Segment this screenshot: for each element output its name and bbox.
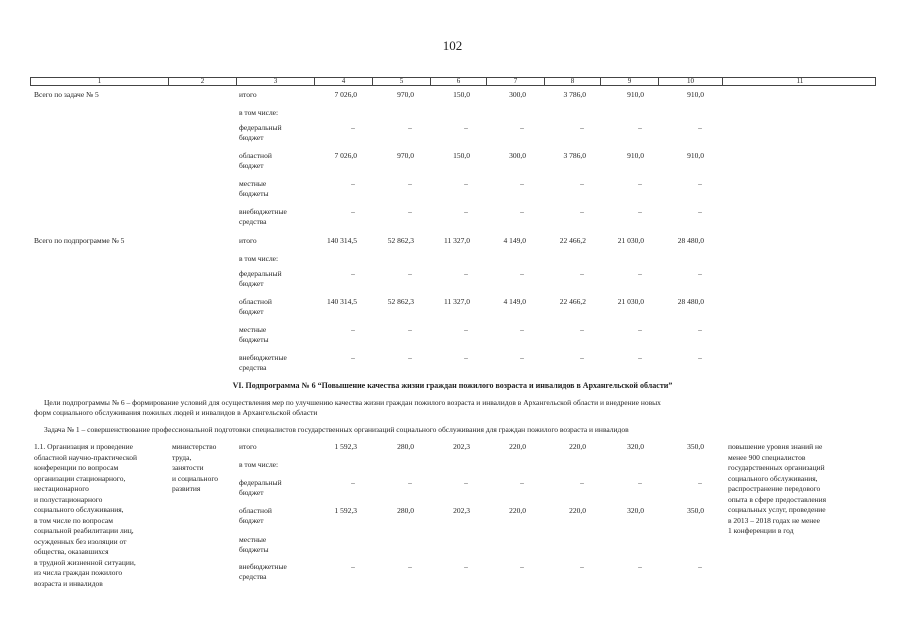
activity-value-3-3: 220,0 [509, 506, 526, 515]
task5-type-4: бюджеты [239, 189, 269, 198]
activity-type-5: средства [239, 572, 267, 581]
subprogram5-value-5-6: – [698, 353, 702, 362]
subprogram5-value-0-3: 4 149,0 [503, 236, 526, 245]
header-col-3: 3 [237, 77, 315, 86]
activity-type-3: бюджет [239, 516, 264, 525]
subprogram5-value-4-1: – [408, 325, 412, 334]
subprogram5-type-2: бюджет [239, 279, 264, 288]
subprogram5-value-0-5: 21 030,0 [617, 236, 644, 245]
task5-type-3: бюджет [239, 161, 264, 170]
task5-value-0-3: 300,0 [509, 90, 526, 99]
block-label-subprogram5: Всего по подпрограмме № 5 [34, 236, 125, 245]
task5-type-2: федеральный [239, 123, 282, 132]
activity-name-line: организации стационарного, [34, 473, 126, 483]
task5-value-2-4: – [580, 123, 584, 132]
activity-value-5-4: – [580, 562, 584, 571]
header-col-10: 10 [659, 77, 723, 86]
task5-type-0: итого [239, 90, 257, 99]
task5-value-5-3: – [520, 207, 524, 216]
activity-value-5-1: – [408, 562, 412, 571]
page-number: 102 [442, 38, 463, 53]
activity-executor-line: развития [172, 484, 201, 493]
task5-value-0-1: 970,0 [397, 90, 414, 99]
task5-value-3-5: 910,0 [627, 151, 644, 160]
subprogram5-value-0-2: 11 327,0 [444, 236, 470, 245]
activity-value-2-5: – [638, 478, 642, 487]
activity-value-5-6: – [698, 562, 702, 571]
subprogram5-value-0-6: 28 480,0 [677, 236, 704, 245]
task5-type-2: бюджет [239, 133, 264, 142]
task5-value-3-1: 970,0 [397, 151, 414, 160]
subprogram5-value-5-0: – [351, 353, 355, 362]
task5-value-2-0: – [351, 123, 355, 132]
subprogram5-value-3-3: 4 149,0 [503, 297, 526, 306]
subprogram5-type-1: в том числе: [239, 254, 279, 263]
task5-value-0-0: 7 026,0 [334, 90, 357, 99]
section-heading: VI. Подпрограмма № 6 “Повышение качества жизни граждан пожилого возраста и инвалидов в Архангельской области” [232, 381, 673, 390]
activity-value-3-6: 350,0 [687, 506, 704, 515]
subprogram5-value-2-6: – [698, 269, 702, 278]
subprogram5-value-3-4: 22 466,2 [559, 297, 586, 306]
activity-value-5-0: – [351, 562, 355, 571]
subprogram5-value-0-1: 52 862,3 [387, 236, 414, 245]
task5-value-0-2: 150,0 [453, 90, 470, 99]
activity-result-line: 1 конференции в год [728, 526, 794, 535]
goal-text-line1: Цели подпрограммы № 6 – формирование условий для осуществления мер по улучшению качества жизни граждан пожилого возраста и инвалидов в Архангельской области и внедрение новых [44, 398, 661, 407]
subprogram5-value-4-5: – [638, 325, 642, 334]
task5-value-2-3: – [520, 123, 524, 132]
subprogram5-value-3-2: 11 327,0 [444, 297, 470, 306]
subprogram5-value-5-3: – [520, 353, 524, 362]
activity-name-line: социальной реабилитации лиц, [34, 526, 134, 535]
activity-value-0-4: 220,0 [569, 442, 586, 451]
activity-value-0-5: 320,0 [627, 442, 644, 451]
activity-value-3-4: 220,0 [569, 506, 586, 515]
subprogram5-value-4-4: – [580, 325, 584, 334]
activity-value-5-5: – [638, 562, 642, 571]
activity-name-line: конференции по вопросам [34, 463, 119, 472]
subprogram5-type-5: средства [239, 363, 267, 372]
task5-type-5: средства [239, 217, 267, 226]
header-col-7: 7 [487, 77, 545, 86]
activity-name-line: в том числе по вопросам [34, 515, 113, 525]
activity-type-1: в том числе: [239, 460, 279, 469]
activity-executor-line: и социального [172, 473, 218, 483]
activity-name-line: возраста и инвалидов [34, 578, 103, 588]
subprogram5-type-4: местные [239, 325, 267, 334]
subprogram5-value-5-2: – [464, 353, 468, 362]
activity-value-3-2: 202,3 [453, 506, 470, 515]
subprogram5-value-0-4: 22 466,2 [559, 236, 586, 245]
subprogram5-value-4-0: – [351, 325, 355, 334]
activity-name-line: осужденных без изоляции от [34, 536, 127, 546]
subprogram5-type-0: итого [239, 236, 257, 245]
subprogram5-value-5-4: – [580, 353, 584, 362]
task5-type-4: местные [239, 179, 267, 188]
activity-value-0-1: 280,0 [397, 442, 414, 451]
subprogram5-value-4-2: – [464, 325, 468, 334]
column-number-header [30, 77, 876, 86]
task5-value-3-3: 300,0 [509, 151, 526, 160]
activity-type-4: бюджеты [239, 545, 269, 554]
activity-result-line: опыта в сфере предоставления [728, 494, 827, 504]
activity-value-3-1: 280,0 [397, 506, 414, 515]
subprogram5-value-3-5: 21 030,0 [617, 297, 644, 306]
activity-result-line: в 2013 – 2018 годах не менее [728, 515, 820, 525]
header-col-5: 5 [373, 77, 431, 86]
header-col-11: 11 [796, 77, 804, 85]
activity-value-2-0: – [351, 478, 355, 487]
task-text: Задача № 1 – совершенствование профессиональной подготовки специалистов государственных организаций социального обслуживания для граждан пожилого возраста и инвалидов [44, 425, 629, 434]
subprogram5-value-5-5: – [638, 353, 642, 362]
activity-executor-line: министерство [172, 442, 217, 451]
activity-result-line: социального обслуживания, [728, 473, 818, 483]
activity-result-line: повышение уровня знаний не [728, 442, 823, 451]
activity-value-2-4: – [580, 478, 584, 487]
task5-value-4-6: – [698, 179, 702, 188]
subprogram5-value-0-0: 140 314,5 [327, 236, 357, 245]
header-col-9: 9 [601, 77, 659, 86]
activity-executor-line: занятости [172, 463, 204, 472]
activity-name-line: нестационарного [34, 484, 89, 493]
header-col-8: 8 [545, 77, 601, 86]
activity-value-0-3: 220,0 [509, 442, 526, 451]
activity-value-0-2: 202,3 [453, 442, 470, 451]
task5-value-3-2: 150,0 [453, 151, 470, 160]
header-col-4: 4 [315, 77, 373, 86]
task5-value-0-5: 910,0 [627, 90, 644, 99]
task5-value-4-1: – [408, 179, 412, 188]
subprogram5-value-3-6: 28 480,0 [677, 297, 704, 306]
task5-value-5-2: – [464, 207, 468, 216]
task5-value-5-0: – [351, 207, 355, 216]
activity-name-line: областной научно-практической [34, 452, 138, 462]
subprogram5-value-2-1: – [408, 269, 412, 278]
subprogram5-type-3: областной [239, 297, 272, 306]
task5-value-0-6: 910,0 [687, 90, 704, 99]
task5-type-5: внебюджетные [239, 207, 287, 216]
subprogram5-value-2-3: – [520, 269, 524, 278]
task5-value-4-5: – [638, 179, 642, 188]
activity-result-line: распространение передового [728, 484, 821, 493]
activity-name-line: 1.1. Организация и проведение [34, 442, 133, 451]
task5-value-2-2: – [464, 123, 468, 132]
activity-name-line: социального обслуживания, [34, 505, 124, 514]
task5-value-2-6: – [698, 123, 702, 132]
subprogram5-value-2-4: – [580, 269, 584, 278]
activity-name-line: и полустационарного [34, 494, 103, 504]
subprogram5-type-2: федеральный [239, 269, 282, 278]
activity-value-3-0: 1 592,3 [334, 506, 357, 515]
task5-type-3: областной [239, 151, 272, 160]
activity-value-2-6: – [698, 478, 702, 487]
subprogram5-value-4-3: – [520, 325, 524, 334]
activity-name-line: из числа граждан пожилого [34, 568, 123, 577]
header-col-6: 6 [431, 77, 487, 86]
activity-value-2-1: – [408, 478, 412, 487]
activity-type-2: бюджет [239, 488, 264, 497]
activity-type-4: местные [239, 535, 267, 544]
task5-value-5-6: – [698, 207, 702, 216]
header-col-2: 2 [169, 77, 237, 86]
block-label-task5: Всего по задаче № 5 [34, 90, 99, 99]
activity-result-line: менее 900 специалистов [728, 452, 806, 462]
activity-value-2-2: – [464, 478, 468, 487]
activity-value-5-2: – [464, 562, 468, 571]
activity-type-2: федеральный [239, 478, 282, 487]
subprogram5-value-2-0: – [351, 269, 355, 278]
task5-value-4-3: – [520, 179, 524, 188]
task5-value-4-4: – [580, 179, 584, 188]
subprogram5-value-5-1: – [408, 353, 412, 362]
activity-executor-line: труда, [172, 452, 192, 462]
task5-value-3-0: 7 026,0 [334, 151, 357, 160]
task5-value-2-5: – [638, 123, 642, 132]
task5-value-5-5: – [638, 207, 642, 216]
subprogram5-type-5: внебюджетные [239, 353, 287, 362]
activity-name-line: в трудной жизненной ситуации, [34, 557, 136, 567]
header-col-1: 1 [31, 77, 169, 86]
goal-text-line2: форм социального обслуживания пожилых людей и инвалидов в Архангельской области [34, 408, 318, 417]
activity-value-0-0: 1 592,3 [334, 442, 357, 451]
activity-value-2-3: – [520, 478, 524, 487]
task5-value-0-4: 3 786,0 [563, 90, 586, 99]
subprogram5-type-4: бюджеты [239, 335, 269, 344]
subprogram5-type-3: бюджет [239, 307, 264, 316]
activity-type-0: итого [239, 442, 257, 451]
activity-value-0-6: 350,0 [687, 442, 704, 451]
activity-result-line: социальных услуг, проведение [728, 505, 826, 514]
task5-value-3-6: 910,0 [687, 151, 704, 160]
task5-value-5-1: – [408, 207, 412, 216]
task5-type-1: в том числе: [239, 108, 279, 117]
task5-value-4-0: – [351, 179, 355, 188]
subprogram5-value-2-2: – [464, 269, 468, 278]
task5-value-4-2: – [464, 179, 468, 188]
activity-type-5: внебюджетные [239, 562, 287, 571]
activity-value-3-5: 320,0 [627, 506, 644, 515]
subprogram5-value-3-0: 140 314,5 [327, 297, 357, 306]
subprogram5-value-4-6: – [698, 325, 702, 334]
task5-value-5-4: – [580, 207, 584, 216]
activity-type-3: областной [239, 506, 272, 515]
subprogram5-value-2-5: – [638, 269, 642, 278]
activity-result-line: государственных организаций [728, 463, 825, 472]
task5-value-2-1: – [408, 123, 412, 132]
task5-value-3-4: 3 786,0 [563, 151, 586, 160]
activity-value-5-3: – [520, 562, 524, 571]
activity-name-line: общества, оказавшихся [34, 547, 109, 556]
subprogram5-value-3-1: 52 862,3 [387, 297, 414, 306]
